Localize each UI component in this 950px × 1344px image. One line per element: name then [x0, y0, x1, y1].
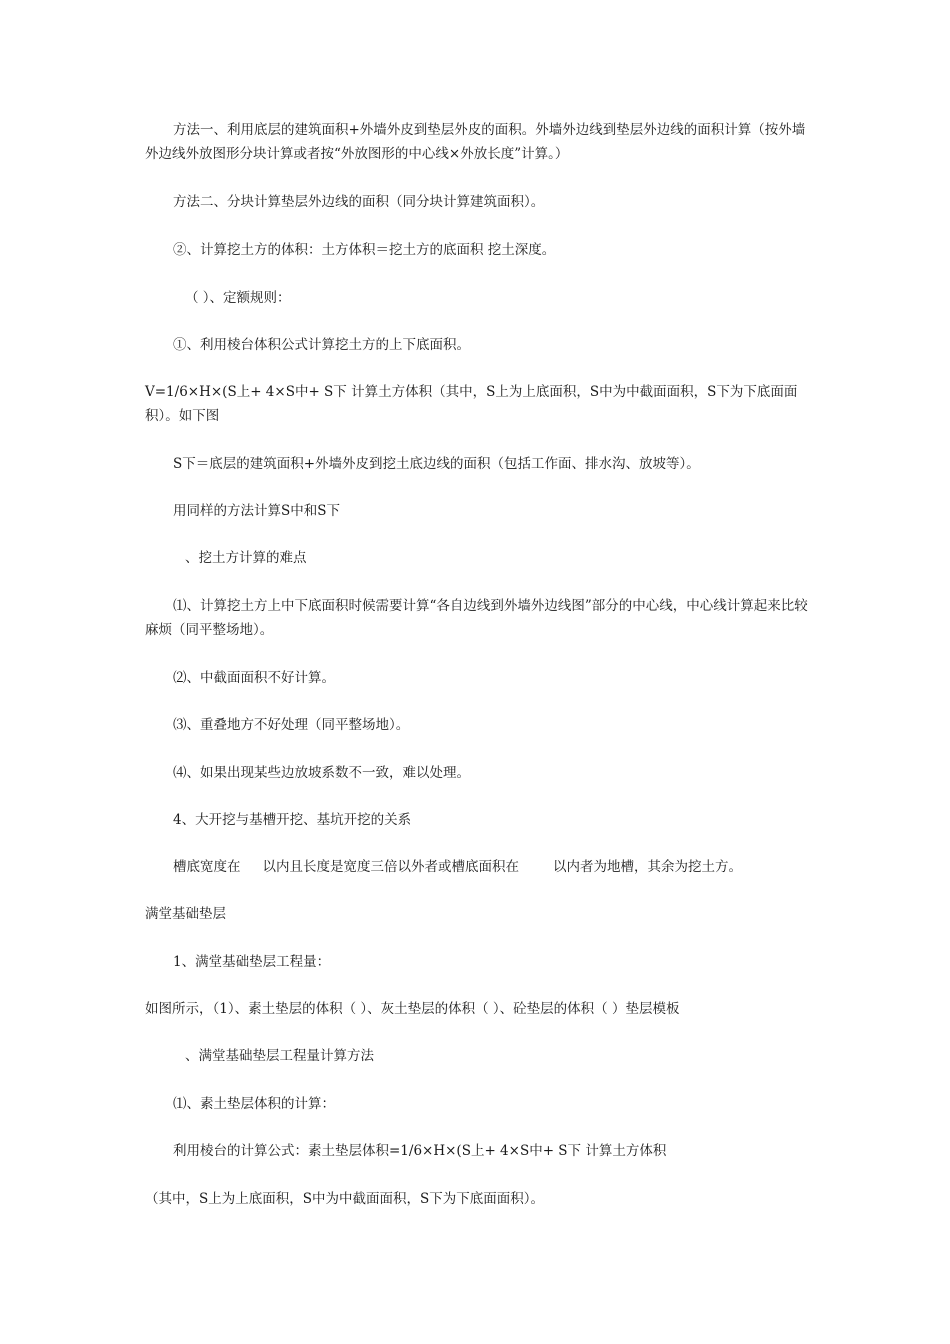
paragraph-trench-rule: [145, 855, 810, 879]
paragraph-difficulty-4: ⑷、如果出现某些边放坡系数不一致，难以处理。: [173, 765, 470, 781]
trench-rule-part-1: 槽底宽度在: [173, 859, 241, 875]
paragraph-difficulty-2: ⑵、中截面面积不好计算。: [173, 670, 335, 686]
trench-rule-part-2: 以内且长度是宽度三倍以外者或槽底面积在: [262, 859, 519, 875]
paragraph-method-one: 方法一、利用底层的建筑面积+外墙外皮到垫层外皮的面积。外墙外边线到垫层外边线的面积计算（按外墙外边线外放图形分块计算或者按“外放图形的中心线×外放长度”计算。）: [145, 122, 806, 162]
paragraph-excavation-volume: ②、计算挖土方的体积：土方体积＝挖土方的底面积 挖土深度。: [173, 242, 556, 258]
paragraph-same-method: 用同样的方法计算S中和S下: [173, 503, 340, 519]
paragraph-as-shown-figure: 如图所示，（1）、素土垫层的体积（ ）、灰土垫层的体积（ ）、砼垫层的体积（ ）垫层模板: [145, 1001, 680, 1017]
paragraph-difficulty-1: ⑴、计算挖土方上中下底面积时候需要计算“各自边线到外墙外边线图”部分的中心线，中心线计算起来比较麻烦（同平整场地）。: [145, 598, 808, 638]
paragraph-formula-explanation: （其中，S上为上底面积，S中为中截面面积，S下为下底面面积）。: [145, 1191, 544, 1207]
paragraph-cushion-quantity-heading: 1、满堂基础垫层工程量：: [173, 954, 331, 970]
paragraph-frustum-formula: ①、利用棱台体积公式计算挖土方的上下底面积。: [173, 337, 470, 353]
trench-rule-part-3: 以内者为地槽，其余为挖土方。: [553, 859, 742, 875]
paragraph-volume-formula: V=1/6×H×(S上+ 4×S中+ S下 计算土方体积（其中，S上为上底面积，S中为中截面面积，S下为下底面面积）。如下图: [145, 384, 798, 424]
paragraph-frustum-cushion-formula: 利用棱台的计算公式：素土垫层体积=1/6×H×(S上+ 4×S中+ S下 计算土方体积: [173, 1143, 667, 1159]
paragraph-s-lower-definition: S下＝底层的建筑面积+外墙外皮到挖土底边线的面积（包括工作面、排水沟、放坡等）。: [173, 456, 700, 472]
paragraph-calculation-method-heading: 、满堂基础垫层工程量计算方法: [185, 1048, 374, 1064]
paragraph-plain-soil-volume: ⑴、素土垫层体积的计算：: [173, 1096, 335, 1112]
paragraph-difficulty-3: ⑶、重叠地方不好处理（同平整场地）。: [173, 717, 410, 733]
paragraph-excavation-relation-heading: 4、大开挖与基槽开挖、基坑开挖的关系: [173, 812, 412, 828]
paragraph-method-two: 方法二、分块计算垫层外边线的面积（同分块计算建筑面积）。: [173, 194, 545, 210]
section-heading-raft-foundation-cushion: 满堂基础垫层: [145, 906, 226, 922]
paragraph-difficulties-heading: 、挖土方计算的难点: [185, 550, 307, 566]
paragraph-quota-rules-heading: （ ）、定额规则：: [185, 290, 291, 306]
